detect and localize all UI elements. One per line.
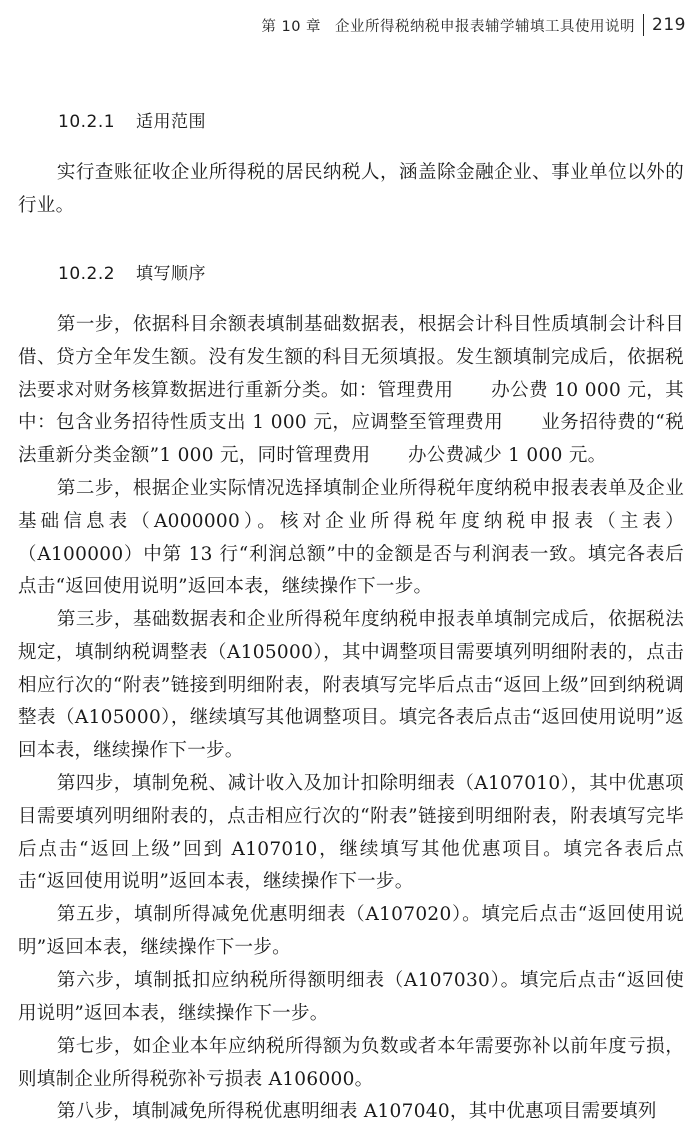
paragraph-step-4: 第四步，填制免税、减计收入及加计扣除明细表（A107010），其中优惠项目需要填列明细附表的，点击相应行次的“附表”链接到明细附表，附表填写完毕后点击“返回上级”回到 A107010，继续填写其他优惠项目。填完各表后点击“返回使用说明”返回本表，继续操作下一步。 (18, 773, 684, 893)
section-heading-10-2-1 (58, 107, 206, 132)
section-number: 10.2.2 (58, 264, 116, 284)
paragraph-step-2: 第二步，根据企业实际情况选择填制企业所得税年度纳税申报表表单及企业基础信息表（A000000）。核对企业所得税年度纳税申报表（主表）（A100000）中第 13 行“利润总额”中的金额是否与利润表一致。填完各表后点击“返回使用说明”返回本表，继续操作下一步。 (18, 478, 684, 598)
paragraph-step-1: 第一步，依据科目余额表填制基础数据表，根据会计科目性质填制会计科目借、贷方全年发生额。没有发生额的科目无须填报。发生额填制完成后，依据税法要求对财务核算数据进行重新分类。如：管理费用 办公费 10 000 元，其中：包含业务招待性质支出 1 000 元，应调整至管理费用 业务招待费的“税法重新分类金额”1 000 元，同时管理费用 办公费减少 1 000 元。 (18, 314, 684, 467)
paragraph-step-6: 第六步，填制抵扣应纳税所得额明细表（A107030）。填完后点击“返回使用说明”返回本表，继续操作下一步。 (18, 970, 684, 1024)
chapter-title: 企业所得税纳税申报表辅学辅填工具使用说明 (335, 18, 636, 35)
paragraph-step-5: 第五步，填制所得减免优惠明细表（A107020）。填完后点击“返回使用说明”返回本表，继续操作下一步。 (18, 904, 684, 958)
paragraph-step-3: 第三步，基础数据表和企业所得税年度纳税申报表单填制完成后，依据税法规定，填制纳税调整表（A105000），其中调整项目需要填列明细附表的，点击相应行次的“附表”链接到明细附表，附表填写完毕后点击“返回上级”回到纳税调整表（A105000），继续填写其他调整项目。填完各表后点击“返回使用说明”返回本表，继续操作下一步。 (18, 609, 684, 762)
section-title: 填写顺序 (136, 264, 206, 284)
paragraph-step-7: 第七步，如企业本年应纳税所得额为负数或者本年需要弥补以前年度亏损，则填制企业所得税弥补亏损表 A106000。 (18, 1036, 684, 1090)
chapter-label: 第 10 章 (261, 18, 322, 35)
section-number: 10.2.1 (58, 112, 116, 132)
paragraph-step-8: 第八步，填制减免所得税优惠明细表 A107040，其中优惠项目需要填列 (56, 1101, 657, 1122)
page-number: 219 (652, 15, 686, 35)
section-title: 适用范围 (136, 112, 206, 132)
running-header (60, 14, 686, 36)
section-heading-10-2-2 (58, 259, 206, 284)
header-divider (643, 14, 644, 36)
paragraph-scope: 实行查账征收企业所得税的居民纳税人，涵盖除金融企业、事业单位以外的行业。 (18, 162, 684, 216)
